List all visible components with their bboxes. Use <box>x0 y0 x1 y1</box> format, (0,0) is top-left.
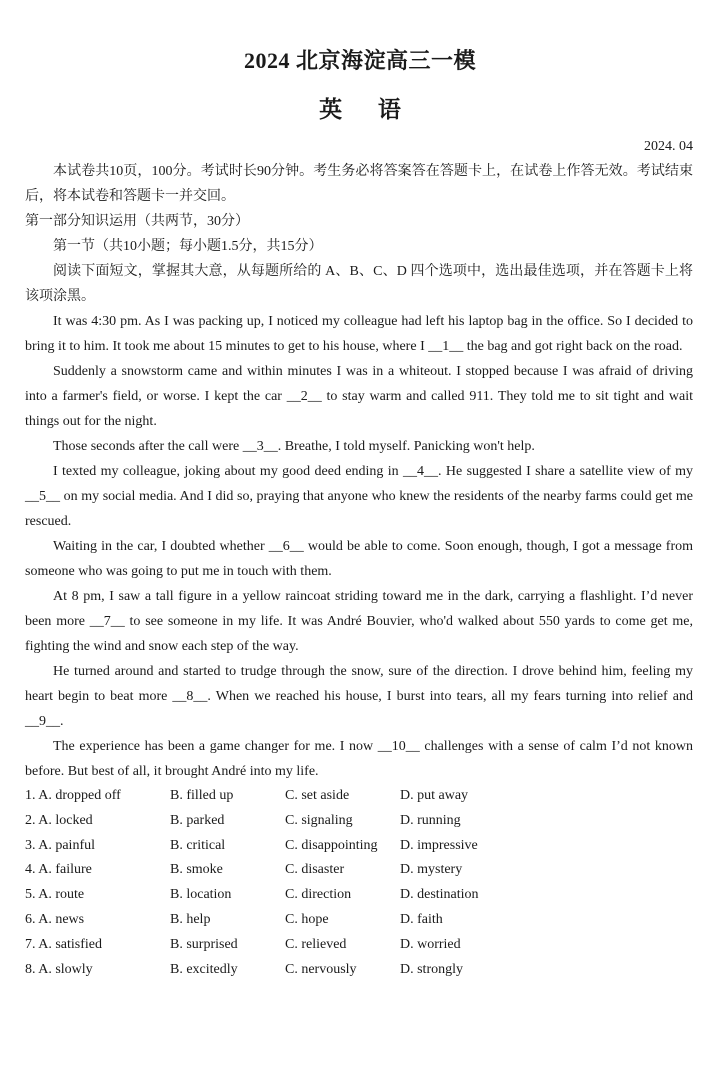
passage-paragraph: Those seconds after the call were __3__. Breathe, I told myself. Panicking won't help. <box>53 439 535 454</box>
option-row <box>25 834 693 859</box>
section-heading: 第一节（共10小题；每小题1.5分，共15分） <box>53 239 323 254</box>
option-a: 2. A. locked <box>25 812 93 828</box>
passage-paragraph: At 8 pm, I saw a tall figure in a yellow raincoat striding toward me in the dark, carrying a flashlight. I’d never been more __7__ to see someone in my life. It was André Bouvier, who'd walked about 550 yards to come get me, fighting the wind and snow each step of the way. <box>25 589 693 654</box>
option-b: B. surprised <box>170 936 238 952</box>
option-d: D. faith <box>400 911 443 927</box>
option-a: 8. A. slowly <box>25 961 93 977</box>
option-a: 1. A. dropped off <box>25 788 121 803</box>
option-b: B. parked <box>170 812 225 828</box>
option-b: B. help <box>170 911 211 927</box>
option-c: C. direction <box>285 887 352 903</box>
option-a: 7. A. satisfied <box>25 936 102 952</box>
option-d: D. mystery <box>400 862 463 878</box>
option-b: B. critical <box>170 837 226 853</box>
option-d: D. worried <box>400 936 461 952</box>
option-row <box>25 858 693 883</box>
option-a: 4. A. failure <box>25 862 92 878</box>
answer-options <box>25 784 693 982</box>
option-c: C. disappointing <box>285 837 378 853</box>
cloze-passage <box>25 309 693 784</box>
directions: 阅读下面短文，掌握其大意，从每题所给的 A、B、C、D 四个选项中，选出最佳选项，并在答题卡上将该项涂黑。 <box>25 264 693 304</box>
option-row <box>25 883 693 908</box>
passage-paragraph: The experience has been a game changer for me. I now __10__ challenges with a sense of calm I’d not known before. But best of all, it brought André into my life. <box>25 739 693 779</box>
exam-intro: 本试卷共10页，100分。考试时长90分钟。考生务必将答案答在答题卡上，在试卷上作答无效。考试结束后，将本试卷和答题卡一并交回。 <box>25 164 693 204</box>
passage-paragraph: It was 4:30 pm. As I was packing up, I noticed my colleague had left his laptop bag in the office. So I decided to bring it to him. It took me about 15 minutes to get to his house, where I __1__ the bag and got right back on the road. <box>25 314 693 354</box>
option-b: B. smoke <box>170 862 223 878</box>
option-row <box>25 784 693 809</box>
passage-paragraph: He turned around and started to trudge through the snow, sure of the direction. I drove behind him, feeling my heart begin to beat more __8__. When we reached his house, I burst into tears, all my fears turning into relief and __9__. <box>25 664 693 729</box>
exam-title: 2024 北京海淀高三一模 <box>243 48 476 73</box>
option-b: B. filled up <box>170 788 234 803</box>
option-row <box>25 908 693 933</box>
option-d: D. impressive <box>400 837 478 853</box>
passage-paragraph: Waiting in the car, I doubted whether __6__ would be able to come. Soon enough, though, I got a message from someone who was going to put me in touch with them. <box>25 539 693 579</box>
option-c: C. relieved <box>285 936 347 952</box>
option-c: C. signaling <box>285 812 353 828</box>
option-row <box>25 958 693 983</box>
passage-paragraph: Suddenly a snowstorm came and within minutes I was in a whiteout. I stopped because I was afraid of driving into a farmer's field, or worse. I kept the car __2__ to stay warm and called 911. They told me to sit tight and wait things out for the night. <box>25 364 693 429</box>
option-d: D. strongly <box>400 961 463 977</box>
part-heading: 第一部分知识运用（共两节，30分） <box>25 214 249 229</box>
option-a: 5. A. route <box>25 887 85 903</box>
option-d: D. put away <box>400 788 469 803</box>
passage-paragraph: I texted my colleague, joking about my good deed ending in __4__. He suggested I share a satellite view of my __5__ on my social media. And I did so, praying that anyone who knew the residents of the nearby farms could get me rescued. <box>25 464 693 529</box>
option-c: C. hope <box>285 911 329 927</box>
option-d: D. destination <box>400 887 479 903</box>
option-row <box>25 809 693 834</box>
option-a: 6. A. news <box>25 911 85 927</box>
exam-date: 2024. 04 <box>644 139 693 154</box>
option-b: B. excitedly <box>170 961 238 977</box>
option-c: C. disaster <box>285 862 345 878</box>
option-c: C. nervously <box>285 961 357 977</box>
option-row <box>25 933 693 958</box>
exam-content <box>25 159 693 982</box>
option-d: D. running <box>400 812 461 828</box>
option-c: C. set aside <box>285 788 350 803</box>
subject-title: 英 语 <box>319 97 401 122</box>
option-a: 3. A. painful <box>25 837 95 853</box>
option-b: B. location <box>170 887 232 903</box>
